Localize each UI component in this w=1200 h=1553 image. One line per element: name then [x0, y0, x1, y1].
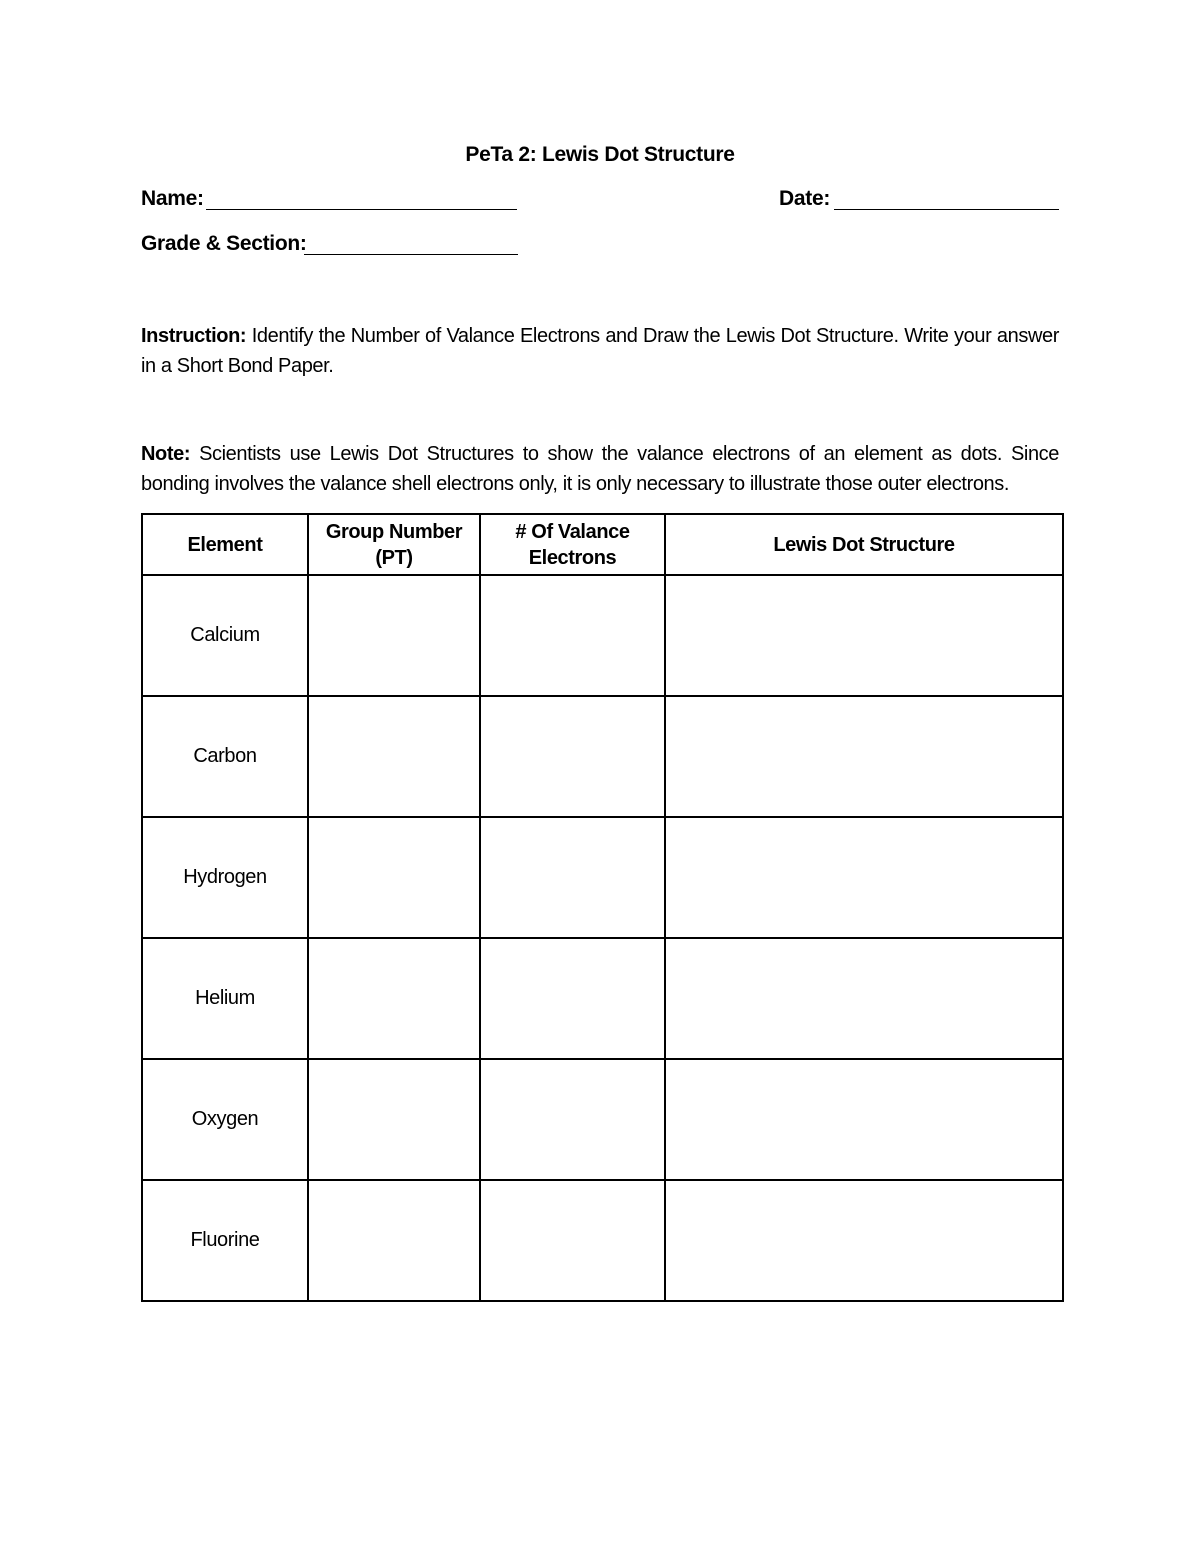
valance-electrons-cell[interactable]: [480, 575, 665, 696]
group-number-cell[interactable]: [308, 575, 480, 696]
table-row: [142, 938, 1063, 1059]
lewis-dot-cell[interactable]: [665, 575, 1063, 696]
table-row: [142, 1059, 1063, 1180]
date-blank-line[interactable]: [834, 209, 1059, 210]
name-blank-line[interactable]: [206, 209, 517, 210]
grade-section-blank-line[interactable]: [304, 254, 518, 255]
date-label: Date:: [779, 187, 831, 210]
table-row: [142, 1180, 1063, 1301]
group-number-cell[interactable]: [308, 696, 480, 817]
valance-electrons-cell[interactable]: [480, 938, 665, 1059]
note-text: Scientists use Lewis Dot Structures to show the valance electrons of an element as dots. Since bonding involves the valance shell electrons only, it is only necessary to illustrate those outer electrons.: [141, 443, 1059, 495]
valance-electrons-cell[interactable]: [480, 817, 665, 938]
name-label: Name:: [141, 187, 204, 210]
lewis-dot-cell[interactable]: [665, 817, 1063, 938]
header-element: Element: [142, 514, 308, 575]
table-row: [142, 817, 1063, 938]
lewis-dot-table: [141, 513, 1064, 1302]
header-group-number: Group Number (PT): [308, 514, 480, 575]
header-valance-electrons: # Of Valance Electrons: [480, 514, 665, 575]
note-paragraph: [141, 439, 1059, 499]
valance-electrons-cell[interactable]: [480, 1059, 665, 1180]
table-header-row: [142, 514, 1063, 575]
instruction-text: Identify the Number of Valance Electrons and Draw the Lewis Dot Structure. Write your answer in a Short Bond Paper.: [141, 325, 1059, 377]
table-row: [142, 575, 1063, 696]
date-field: [779, 187, 830, 211]
worksheet-title: PeTa 2: Lewis Dot Structure: [465, 143, 735, 166]
element-cell: Hydrogen: [142, 817, 308, 938]
element-cell: Fluorine: [142, 1180, 308, 1301]
valance-electrons-cell[interactable]: [480, 696, 665, 817]
lewis-dot-cell[interactable]: [665, 1059, 1063, 1180]
name-field: [141, 187, 204, 211]
element-cell: Carbon: [142, 696, 308, 817]
element-cell: Calcium: [142, 575, 308, 696]
group-number-cell[interactable]: [308, 938, 480, 1059]
group-number-cell[interactable]: [308, 1180, 480, 1301]
table-row: [142, 696, 1063, 817]
lewis-dot-cell[interactable]: [665, 1180, 1063, 1301]
lewis-dot-cell[interactable]: [665, 938, 1063, 1059]
header-lewis-dot-structure: Lewis Dot Structure: [665, 514, 1063, 575]
valance-electrons-cell[interactable]: [480, 1180, 665, 1301]
instruction-label: Instruction:: [141, 325, 247, 347]
instruction-paragraph: [141, 321, 1059, 381]
group-number-cell[interactable]: [308, 1059, 480, 1180]
element-cell: Helium: [142, 938, 308, 1059]
grade-section-label: Grade & Section:: [141, 232, 307, 255]
note-label: Note:: [141, 443, 191, 465]
group-number-cell[interactable]: [308, 817, 480, 938]
element-cell: Oxygen: [142, 1059, 308, 1180]
lewis-dot-cell[interactable]: [665, 696, 1063, 817]
grade-section-field: [141, 232, 307, 256]
